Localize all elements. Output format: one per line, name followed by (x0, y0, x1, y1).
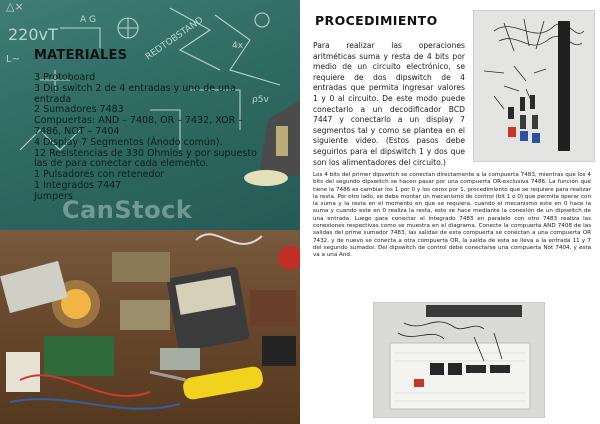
materials-title: MATERIALES (34, 48, 128, 63)
breadboard-circuit-photo (373, 302, 545, 418)
material-item: 1 Integrados 7447 (34, 179, 122, 191)
svg-text:L~: L~ (6, 54, 20, 65)
svg-text:220vT: 220vT (8, 25, 58, 44)
procedure-intro-paragraph: Para realizar las operaciones aritméticas suma y resta de 4 bits por medio de un circuito electrónico, se requiere de dos dipswitch de 4 entradas que permita ingresar valores 1 y 0 al circuito. De este modo puede conectarlo a un decodificador BCD 7447 y conectarlo a un display 7 segmentos tal y como se plantea en el siguiente video. (Estos pasos debe seguirlos para el dipswitch 1 y dos que son los alimentadores del circuito.) (313, 41, 465, 167)
materials-list (34, 73, 264, 203)
svg-text:ρ5v: ρ5v (252, 95, 269, 105)
material-item: 3 Dip switch 2 de 4 entradas y uno de una entrada (34, 82, 236, 105)
materials-section (34, 48, 264, 203)
components-photo-image (474, 11, 594, 161)
material-item: 1 Pulsadores con retenedor (34, 169, 165, 181)
svg-text:4x: 4x (232, 41, 244, 51)
components-photo (473, 10, 595, 162)
material-item: Compuertas: AND – 7408, OR – 7432, XOR – 7486, NOT – 7404 (34, 115, 243, 137)
procedure-title: PROCEDIMIENTO (315, 13, 438, 28)
svg-text:△×: △× (6, 0, 24, 13)
material-item: 4 Display 7 Segmentos (Ánodo común). (34, 136, 223, 148)
svg-text:A G: A G (80, 15, 96, 25)
procedure-panel (300, 0, 600, 424)
watermark: CanStock (62, 196, 193, 224)
breadboard-photo-image (374, 303, 544, 417)
svg-text:REDTOBSTAND: REDTOBSTAND (143, 15, 206, 63)
material-item: 3 Protoboard (34, 72, 96, 83)
procedure-detail-paragraph: Los 4 bits del primer dipswitch se conectan directamente a la compuerta 7483, mientras que los 4 bits del segundo dipswitch se hacen pasar por una compuerta OR-exclusiva 7486. La función que tiene la 7486 es cambiar los 1 por 0 y los ceros por 1, procedimiento que se requiere para realizar la resta. Por otro lado, se debe montar un mecanismo de control (bit 1 o 0) que permita operar con la suma y la resta en el momento en que se requiera, cuando el mecanismo este en 0 hace la suma y cuando este en 0 realiza la resta, esto se hace mediante la conexión de un dipswitch de una entrada. Luego para conectar el integrado 7483 en paralelo con otro 7483 realiza las conexiones respectivas como se muestra en el diagrama. Conecte la compuerta AND 7408 de las salidas del prime sumador 7483, las salidas de esta compuerta se conectan a una compuerta OR 7432, y de nuevo se conecta a otra compuerta OR, la salida de esta se lleva a la entrada 11 y 7 del segundo sumador. Del dipswitch de control debe conectarse una compuerta Not 7404, y esta va a una And. (313, 172, 592, 259)
material-item: 2 Sumadores 7483 (34, 104, 124, 116)
material-item: Jumpers (34, 190, 73, 202)
material-item: 12 Resistencias de 330 Ohmios y por supuesto las de para conectar cada elemento. (34, 147, 257, 170)
